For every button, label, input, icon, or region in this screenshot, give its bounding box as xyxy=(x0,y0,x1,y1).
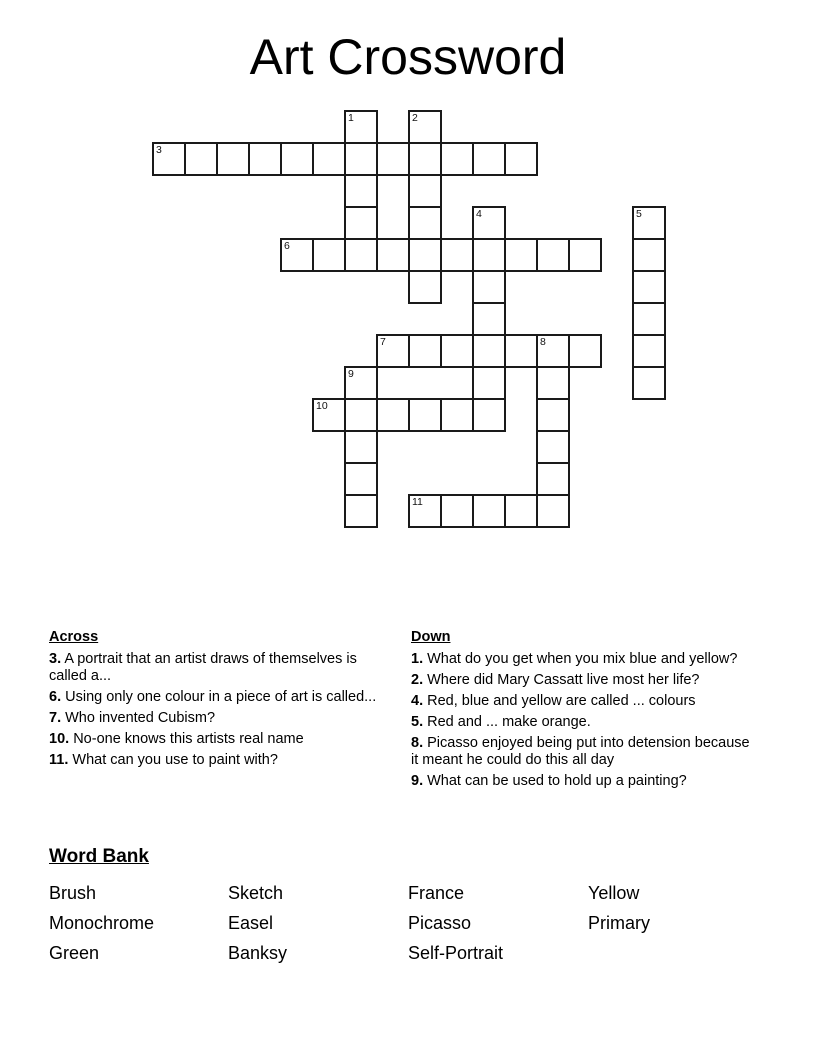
crossword-cell[interactable] xyxy=(632,238,666,272)
across-clue-number: 3. xyxy=(49,651,62,667)
word-bank-column xyxy=(408,878,588,968)
cell-number: 5 xyxy=(636,208,642,220)
down-clue-number: 4. xyxy=(411,693,424,709)
word-bank-item: Brush xyxy=(49,883,97,903)
word-bank-item: Monochrome xyxy=(49,913,155,933)
crossword-cell[interactable] xyxy=(504,142,538,176)
down-clue-item: 2. Where did Mary Cassatt live most her life? xyxy=(411,672,700,688)
word-bank-column xyxy=(228,878,408,968)
crossword-cell[interactable] xyxy=(280,238,314,272)
crossword-cell[interactable] xyxy=(376,398,410,432)
cell-number: 9 xyxy=(348,368,354,380)
across-clue-number: 10. xyxy=(49,731,70,747)
crossword-cell[interactable] xyxy=(568,238,602,272)
word-bank-item: Picasso xyxy=(408,913,472,933)
crossword-cell[interactable] xyxy=(536,430,570,464)
across-clue-list xyxy=(49,651,397,769)
crossword-cell[interactable] xyxy=(632,302,666,336)
down-clue-number: 1. xyxy=(411,651,424,667)
across-clue-number: 7. xyxy=(49,710,62,726)
crossword-cell[interactable] xyxy=(472,398,506,432)
crossword-cell[interactable] xyxy=(408,174,442,208)
across-heading: Across xyxy=(49,629,99,645)
cell-number: 4 xyxy=(476,208,482,220)
crossword-cell[interactable] xyxy=(472,366,506,400)
crossword-cell[interactable] xyxy=(152,142,186,176)
crossword-cell[interactable] xyxy=(472,270,506,304)
crossword-cell[interactable] xyxy=(472,206,506,240)
crossword-cell[interactable] xyxy=(408,238,442,272)
down-clue-item: 5. Red and ... make orange. xyxy=(411,714,591,730)
cell-number: 6 xyxy=(284,240,290,252)
crossword-cell[interactable] xyxy=(440,142,474,176)
crossword-cell[interactable] xyxy=(408,398,442,432)
crossword-cell[interactable] xyxy=(568,334,602,368)
crossword-cell[interactable] xyxy=(472,302,506,336)
crossword-cell[interactable] xyxy=(536,334,570,368)
crossword-cell[interactable] xyxy=(536,238,570,272)
crossword-cell[interactable] xyxy=(344,110,378,144)
crossword-cell[interactable] xyxy=(536,366,570,400)
crossword-grid xyxy=(152,110,668,530)
word-bank-columns xyxy=(49,878,779,968)
crossword-cell[interactable] xyxy=(312,142,346,176)
cell-number: 10 xyxy=(316,400,328,412)
cell-number: 1 xyxy=(348,112,354,124)
crossword-cell[interactable] xyxy=(376,334,410,368)
word-bank-item: Yellow xyxy=(588,883,640,903)
crossword-cell[interactable] xyxy=(536,494,570,528)
crossword-cell[interactable] xyxy=(248,142,282,176)
word-bank-section xyxy=(49,845,779,968)
crossword-cell[interactable] xyxy=(344,142,378,176)
word-bank-item: Banksy xyxy=(228,943,288,963)
crossword-cell[interactable] xyxy=(408,142,442,176)
crossword-cell[interactable] xyxy=(472,334,506,368)
crossword-cell[interactable] xyxy=(344,366,378,400)
crossword-cell[interactable] xyxy=(376,142,410,176)
crossword-cell-block[interactable] xyxy=(376,366,474,400)
across-clue-number: 11. xyxy=(49,752,69,768)
down-clue-item: 1. What do you get when you mix blue and yellow? xyxy=(411,651,738,667)
cell-number: 3 xyxy=(156,144,162,156)
crossword-cell[interactable] xyxy=(376,238,410,272)
crossword-cell[interactable] xyxy=(408,270,442,304)
crossword-cell[interactable] xyxy=(344,174,378,208)
crossword-cell[interactable] xyxy=(440,238,474,272)
crossword-cell[interactable] xyxy=(504,334,538,368)
crossword-cell[interactable] xyxy=(344,462,378,496)
down-heading: Down xyxy=(411,629,451,645)
word-bank-item: Primary xyxy=(588,913,650,933)
down-clue-item: 4. Red, blue and yellow are called ... colours xyxy=(411,693,696,709)
crossword-cell[interactable] xyxy=(408,110,442,144)
cell-number: 2 xyxy=(412,112,418,124)
word-bank-item: Self-Portrait xyxy=(408,943,504,963)
crossword-cell[interactable] xyxy=(408,206,442,240)
crossword-cell[interactable] xyxy=(440,334,474,368)
crossword-cell[interactable] xyxy=(632,270,666,304)
across-clue-item: 10. No-one knows this artists real name xyxy=(49,731,304,747)
crossword-cell[interactable] xyxy=(632,206,666,240)
crossword-cell[interactable] xyxy=(632,334,666,368)
crossword-cell[interactable] xyxy=(280,142,314,176)
down-clue-number: 8. xyxy=(411,735,424,751)
word-bank-item: Sketch xyxy=(228,883,284,903)
page-title: Art Crossword xyxy=(249,29,567,85)
across-clue-item: 3. A portrait that an artist draws of themselves is called a... xyxy=(49,651,357,684)
word-bank-column xyxy=(588,878,650,968)
word-bank-item: Easel xyxy=(228,913,274,933)
crossword-cell[interactable] xyxy=(536,462,570,496)
crossword-cell[interactable] xyxy=(504,238,538,272)
crossword-cell[interactable] xyxy=(312,398,346,432)
crossword-cell[interactable] xyxy=(472,142,506,176)
cell-number: 7 xyxy=(380,336,386,348)
crossword-cell[interactable] xyxy=(344,430,378,464)
word-bank-column xyxy=(49,878,228,968)
crossword-cell[interactable] xyxy=(184,142,218,176)
crossword-cell[interactable] xyxy=(344,238,378,272)
down-clue-item: 8. Picasso enjoyed being put into detension because it meant he could do this all day xyxy=(411,735,750,768)
down-clue-list xyxy=(411,651,755,790)
crossword-cell[interactable] xyxy=(216,142,250,176)
crossword-cell[interactable] xyxy=(408,334,442,368)
word-bank-item: Green xyxy=(49,943,100,963)
cell-number: 11 xyxy=(412,496,423,508)
crossword-cell[interactable] xyxy=(312,238,346,272)
crossword-cell[interactable] xyxy=(472,238,506,272)
down-clue-item: 9. What can be used to hold up a painting? xyxy=(411,773,687,789)
across-clue-number: 6. xyxy=(49,689,62,705)
crossword-cell[interactable] xyxy=(344,494,378,528)
across-clue-item: 11. What can you use to paint with? xyxy=(49,752,278,768)
across-clue-item: 7. Who invented Cubism? xyxy=(49,710,216,726)
down-clue-number: 2. xyxy=(411,672,424,688)
crossword-cell[interactable] xyxy=(344,206,378,240)
down-clue-number: 9. xyxy=(411,773,424,789)
word-bank-heading: Word Bank xyxy=(49,846,149,867)
down-clues-section xyxy=(411,629,755,794)
crossword-cell[interactable] xyxy=(504,494,538,528)
crossword-cell[interactable] xyxy=(408,494,442,528)
across-clue-item: 6. Using only one colour in a piece of art is called... xyxy=(49,689,377,705)
word-bank-item: France xyxy=(408,883,465,903)
across-clues-section xyxy=(49,629,397,773)
down-clue-number: 5. xyxy=(411,714,424,730)
crossword-cell[interactable] xyxy=(440,398,474,432)
cell-number: 8 xyxy=(540,336,546,348)
crossword-cell[interactable] xyxy=(344,398,378,432)
crossword-cell[interactable] xyxy=(632,366,666,400)
crossword-cell[interactable] xyxy=(440,494,474,528)
crossword-cell[interactable] xyxy=(536,398,570,432)
crossword-cell[interactable] xyxy=(472,494,506,528)
